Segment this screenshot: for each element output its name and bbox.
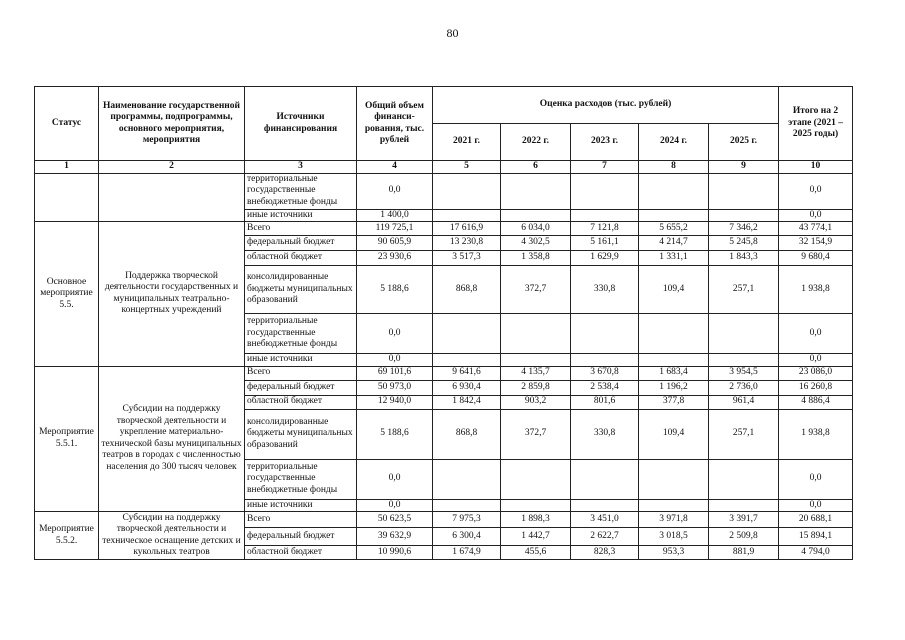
year-value-cell [501, 314, 571, 354]
stage-total-cell: 0,0 [779, 173, 853, 209]
year-value-cell: 4 302,5 [501, 236, 571, 251]
year-value-cell [709, 173, 779, 209]
name-cell [99, 173, 245, 222]
total-cell: 5 188,6 [357, 409, 433, 459]
stage-total-cell: 16 260,8 [779, 380, 853, 395]
source-cell: иные источники [245, 499, 357, 512]
year-value-cell: 330,8 [571, 266, 639, 314]
year-value-cell: 109,4 [639, 409, 709, 459]
year-value-cell [639, 499, 709, 512]
status-cell: Мероприятие 5.5.2. [35, 512, 99, 560]
name-cell: Субсидии на поддержку творческой деятельности и техническое оснащение детских и кукольных театров [99, 512, 245, 560]
header-sources: Источники финансирования [245, 87, 357, 161]
stage-total-cell: 1 938,8 [779, 266, 853, 314]
total-cell: 0,0 [357, 459, 433, 499]
stage-total-cell: 43 774,1 [779, 222, 853, 236]
column-number: 4 [357, 161, 433, 174]
column-number: 8 [639, 161, 709, 174]
year-value-cell: 881,9 [709, 546, 779, 560]
table-row [35, 366, 853, 380]
year-value-cell: 7 975,3 [433, 512, 501, 528]
total-cell: 69 101,6 [357, 366, 433, 380]
source-cell: областной бюджет [245, 395, 357, 409]
column-number: 3 [245, 161, 357, 174]
stage-total-cell: 0,0 [779, 499, 853, 512]
table-row [35, 173, 853, 209]
year-value-cell: 257,1 [709, 266, 779, 314]
header-name: Наименование государственной программы, подпрограммы, основного мероприятия, мероприятия [99, 87, 245, 161]
year-value-cell: 801,6 [571, 395, 639, 409]
stage-total-cell: 23 086,0 [779, 366, 853, 380]
year-value-cell: 868,8 [433, 409, 501, 459]
year-value-cell [433, 314, 501, 354]
budget-table [34, 86, 853, 560]
year-value-cell: 903,2 [501, 395, 571, 409]
year-value-cell [433, 499, 501, 512]
column-number: 6 [501, 161, 571, 174]
header-stage-total: Итого на 2 этапе (2021 – 2025 годы) [779, 87, 853, 161]
source-cell: территориальные государственные внебюджетные фонды [245, 314, 357, 354]
source-cell: Всего [245, 366, 357, 380]
source-cell: территориальные государственные внебюджетные фонды [245, 459, 357, 499]
year-value-cell [639, 354, 709, 367]
year-value-cell [501, 499, 571, 512]
year-value-cell: 4 135,7 [501, 366, 571, 380]
year-value-cell: 1 898,3 [501, 512, 571, 528]
year-value-cell: 5 161,1 [571, 236, 639, 251]
header-year: 2024 г. [639, 124, 709, 161]
source-cell: федеральный бюджет [245, 380, 357, 395]
year-value-cell [709, 499, 779, 512]
year-value-cell: 953,3 [639, 546, 709, 560]
year-value-cell: 2 509,8 [709, 528, 779, 546]
total-cell: 39 632,9 [357, 528, 433, 546]
year-value-cell: 1 358,8 [501, 251, 571, 266]
total-cell: 0,0 [357, 314, 433, 354]
year-value-cell [639, 173, 709, 209]
year-value-cell [571, 459, 639, 499]
column-number: 9 [709, 161, 779, 174]
year-value-cell: 7 121,8 [571, 222, 639, 236]
total-cell: 5 188,6 [357, 266, 433, 314]
year-value-cell [639, 459, 709, 499]
total-cell: 50 623,5 [357, 512, 433, 528]
page-number: 80 [446, 26, 459, 40]
year-value-cell: 6 034,0 [501, 222, 571, 236]
year-value-cell [709, 209, 779, 222]
year-value-cell: 828,3 [571, 546, 639, 560]
year-value-cell [501, 459, 571, 499]
year-value-cell [571, 499, 639, 512]
year-value-cell [571, 173, 639, 209]
year-value-cell: 3 670,8 [571, 366, 639, 380]
year-value-cell: 3 018,5 [639, 528, 709, 546]
year-value-cell: 961,4 [709, 395, 779, 409]
year-value-cell: 1 442,7 [501, 528, 571, 546]
year-value-cell [501, 354, 571, 367]
header-total-volume: Общий объем финанси-рования, тыс. рублей [357, 87, 433, 161]
year-value-cell: 4 214,7 [639, 236, 709, 251]
stage-total-cell: 0,0 [779, 314, 853, 354]
header-year: 2021 г. [433, 124, 501, 161]
total-cell: 50 973,0 [357, 380, 433, 395]
year-value-cell: 17 616,9 [433, 222, 501, 236]
column-number: 7 [571, 161, 639, 174]
total-cell: 1 400,0 [357, 209, 433, 222]
column-number: 1 [35, 161, 99, 174]
year-value-cell: 455,6 [501, 546, 571, 560]
year-value-cell: 1 196,2 [639, 380, 709, 395]
source-cell: иные источники [245, 209, 357, 222]
table-body [35, 173, 853, 560]
year-value-cell: 3 451,0 [571, 512, 639, 528]
total-cell: 119 725,1 [357, 222, 433, 236]
year-value-cell: 330,8 [571, 409, 639, 459]
column-number: 5 [433, 161, 501, 174]
year-value-cell: 7 346,2 [709, 222, 779, 236]
total-cell: 0,0 [357, 499, 433, 512]
year-value-cell: 2 622,7 [571, 528, 639, 546]
year-value-cell: 3 391,7 [709, 512, 779, 528]
year-value-cell [709, 354, 779, 367]
year-value-cell: 372,7 [501, 266, 571, 314]
source-cell: иные источники [245, 354, 357, 367]
stage-total-cell: 15 894,1 [779, 528, 853, 546]
year-value-cell: 372,7 [501, 409, 571, 459]
year-value-cell: 5 245,8 [709, 236, 779, 251]
year-value-cell [433, 354, 501, 367]
source-cell: областной бюджет [245, 546, 357, 560]
table-row [35, 222, 853, 236]
year-value-cell: 6 930,4 [433, 380, 501, 395]
status-cell [35, 173, 99, 222]
source-cell: Всего [245, 222, 357, 236]
total-cell: 90 605,9 [357, 236, 433, 251]
year-value-cell: 257,1 [709, 409, 779, 459]
year-value-cell [639, 314, 709, 354]
year-value-cell: 1 331,1 [639, 251, 709, 266]
year-value-cell [433, 173, 501, 209]
stage-total-cell: 0,0 [779, 459, 853, 499]
source-cell: консолидированные бюджеты муниципальных образований [245, 409, 357, 459]
year-value-cell [433, 209, 501, 222]
source-cell: федеральный бюджет [245, 528, 357, 546]
source-cell: территориальные государственные внебюджетные фонды [245, 173, 357, 209]
column-number: 10 [779, 161, 853, 174]
stage-total-cell: 1 938,8 [779, 409, 853, 459]
year-value-cell: 3 954,5 [709, 366, 779, 380]
year-value-cell: 9 641,6 [433, 366, 501, 380]
year-value-cell [571, 314, 639, 354]
total-cell: 10 990,6 [357, 546, 433, 560]
source-cell: Всего [245, 512, 357, 528]
stage-total-cell: 4 794,0 [779, 546, 853, 560]
year-value-cell [433, 459, 501, 499]
name-cell: Поддержка творческой деятельности государственных и муниципальных театрально-концертных учреждений [99, 222, 245, 367]
year-value-cell: 5 655,2 [639, 222, 709, 236]
stage-total-cell: 0,0 [779, 354, 853, 367]
year-value-cell: 1 683,4 [639, 366, 709, 380]
stage-total-cell: 9 680,4 [779, 251, 853, 266]
header-year: 2022 г. [501, 124, 571, 161]
year-value-cell: 13 230,8 [433, 236, 501, 251]
year-value-cell: 2 736,0 [709, 380, 779, 395]
year-value-cell: 1 843,3 [709, 251, 779, 266]
year-value-cell [639, 209, 709, 222]
header-status: Статус [35, 87, 99, 161]
source-cell: федеральный бюджет [245, 236, 357, 251]
table-row [35, 512, 853, 528]
year-value-cell: 1 842,4 [433, 395, 501, 409]
total-cell: 0,0 [357, 354, 433, 367]
year-value-cell: 2 538,4 [571, 380, 639, 395]
year-value-cell: 868,8 [433, 266, 501, 314]
total-cell: 12 940,0 [357, 395, 433, 409]
stage-total-cell: 32 154,9 [779, 236, 853, 251]
year-value-cell [709, 314, 779, 354]
year-value-cell: 3 517,3 [433, 251, 501, 266]
header-year: 2023 г. [571, 124, 639, 161]
year-value-cell: 2 859,8 [501, 380, 571, 395]
year-value-cell [571, 209, 639, 222]
column-number-row [35, 161, 853, 174]
column-number: 2 [99, 161, 245, 174]
year-value-cell [709, 459, 779, 499]
year-value-cell: 3 971,8 [639, 512, 709, 528]
name-cell: Субсидии на поддержку творческой деятельности и укрепление материально-технической базы муниципальных театров в городах с численностью населения до 300 тысяч человек [99, 366, 245, 512]
year-value-cell [501, 173, 571, 209]
header-year: 2025 г. [709, 124, 779, 161]
year-value-cell: 377,8 [639, 395, 709, 409]
stage-total-cell: 4 886,4 [779, 395, 853, 409]
year-value-cell [571, 354, 639, 367]
year-value-cell: 109,4 [639, 266, 709, 314]
source-cell: областной бюджет [245, 251, 357, 266]
year-value-cell: 6 300,4 [433, 528, 501, 546]
year-value-cell: 1 674,9 [433, 546, 501, 560]
year-value-cell [501, 209, 571, 222]
status-cell: Мероприятие 5.5.1. [35, 366, 99, 512]
stage-total-cell: 20 688,1 [779, 512, 853, 528]
source-cell: консолидированные бюджеты муниципальных образований [245, 266, 357, 314]
status-cell: Основное мероприятие 5.5. [35, 222, 99, 367]
stage-total-cell: 0,0 [779, 209, 853, 222]
total-cell: 0,0 [357, 173, 433, 209]
total-cell: 23 930,6 [357, 251, 433, 266]
header-estimate: Оценка расходов (тыс. рублей) [433, 87, 779, 124]
year-value-cell: 1 629,9 [571, 251, 639, 266]
